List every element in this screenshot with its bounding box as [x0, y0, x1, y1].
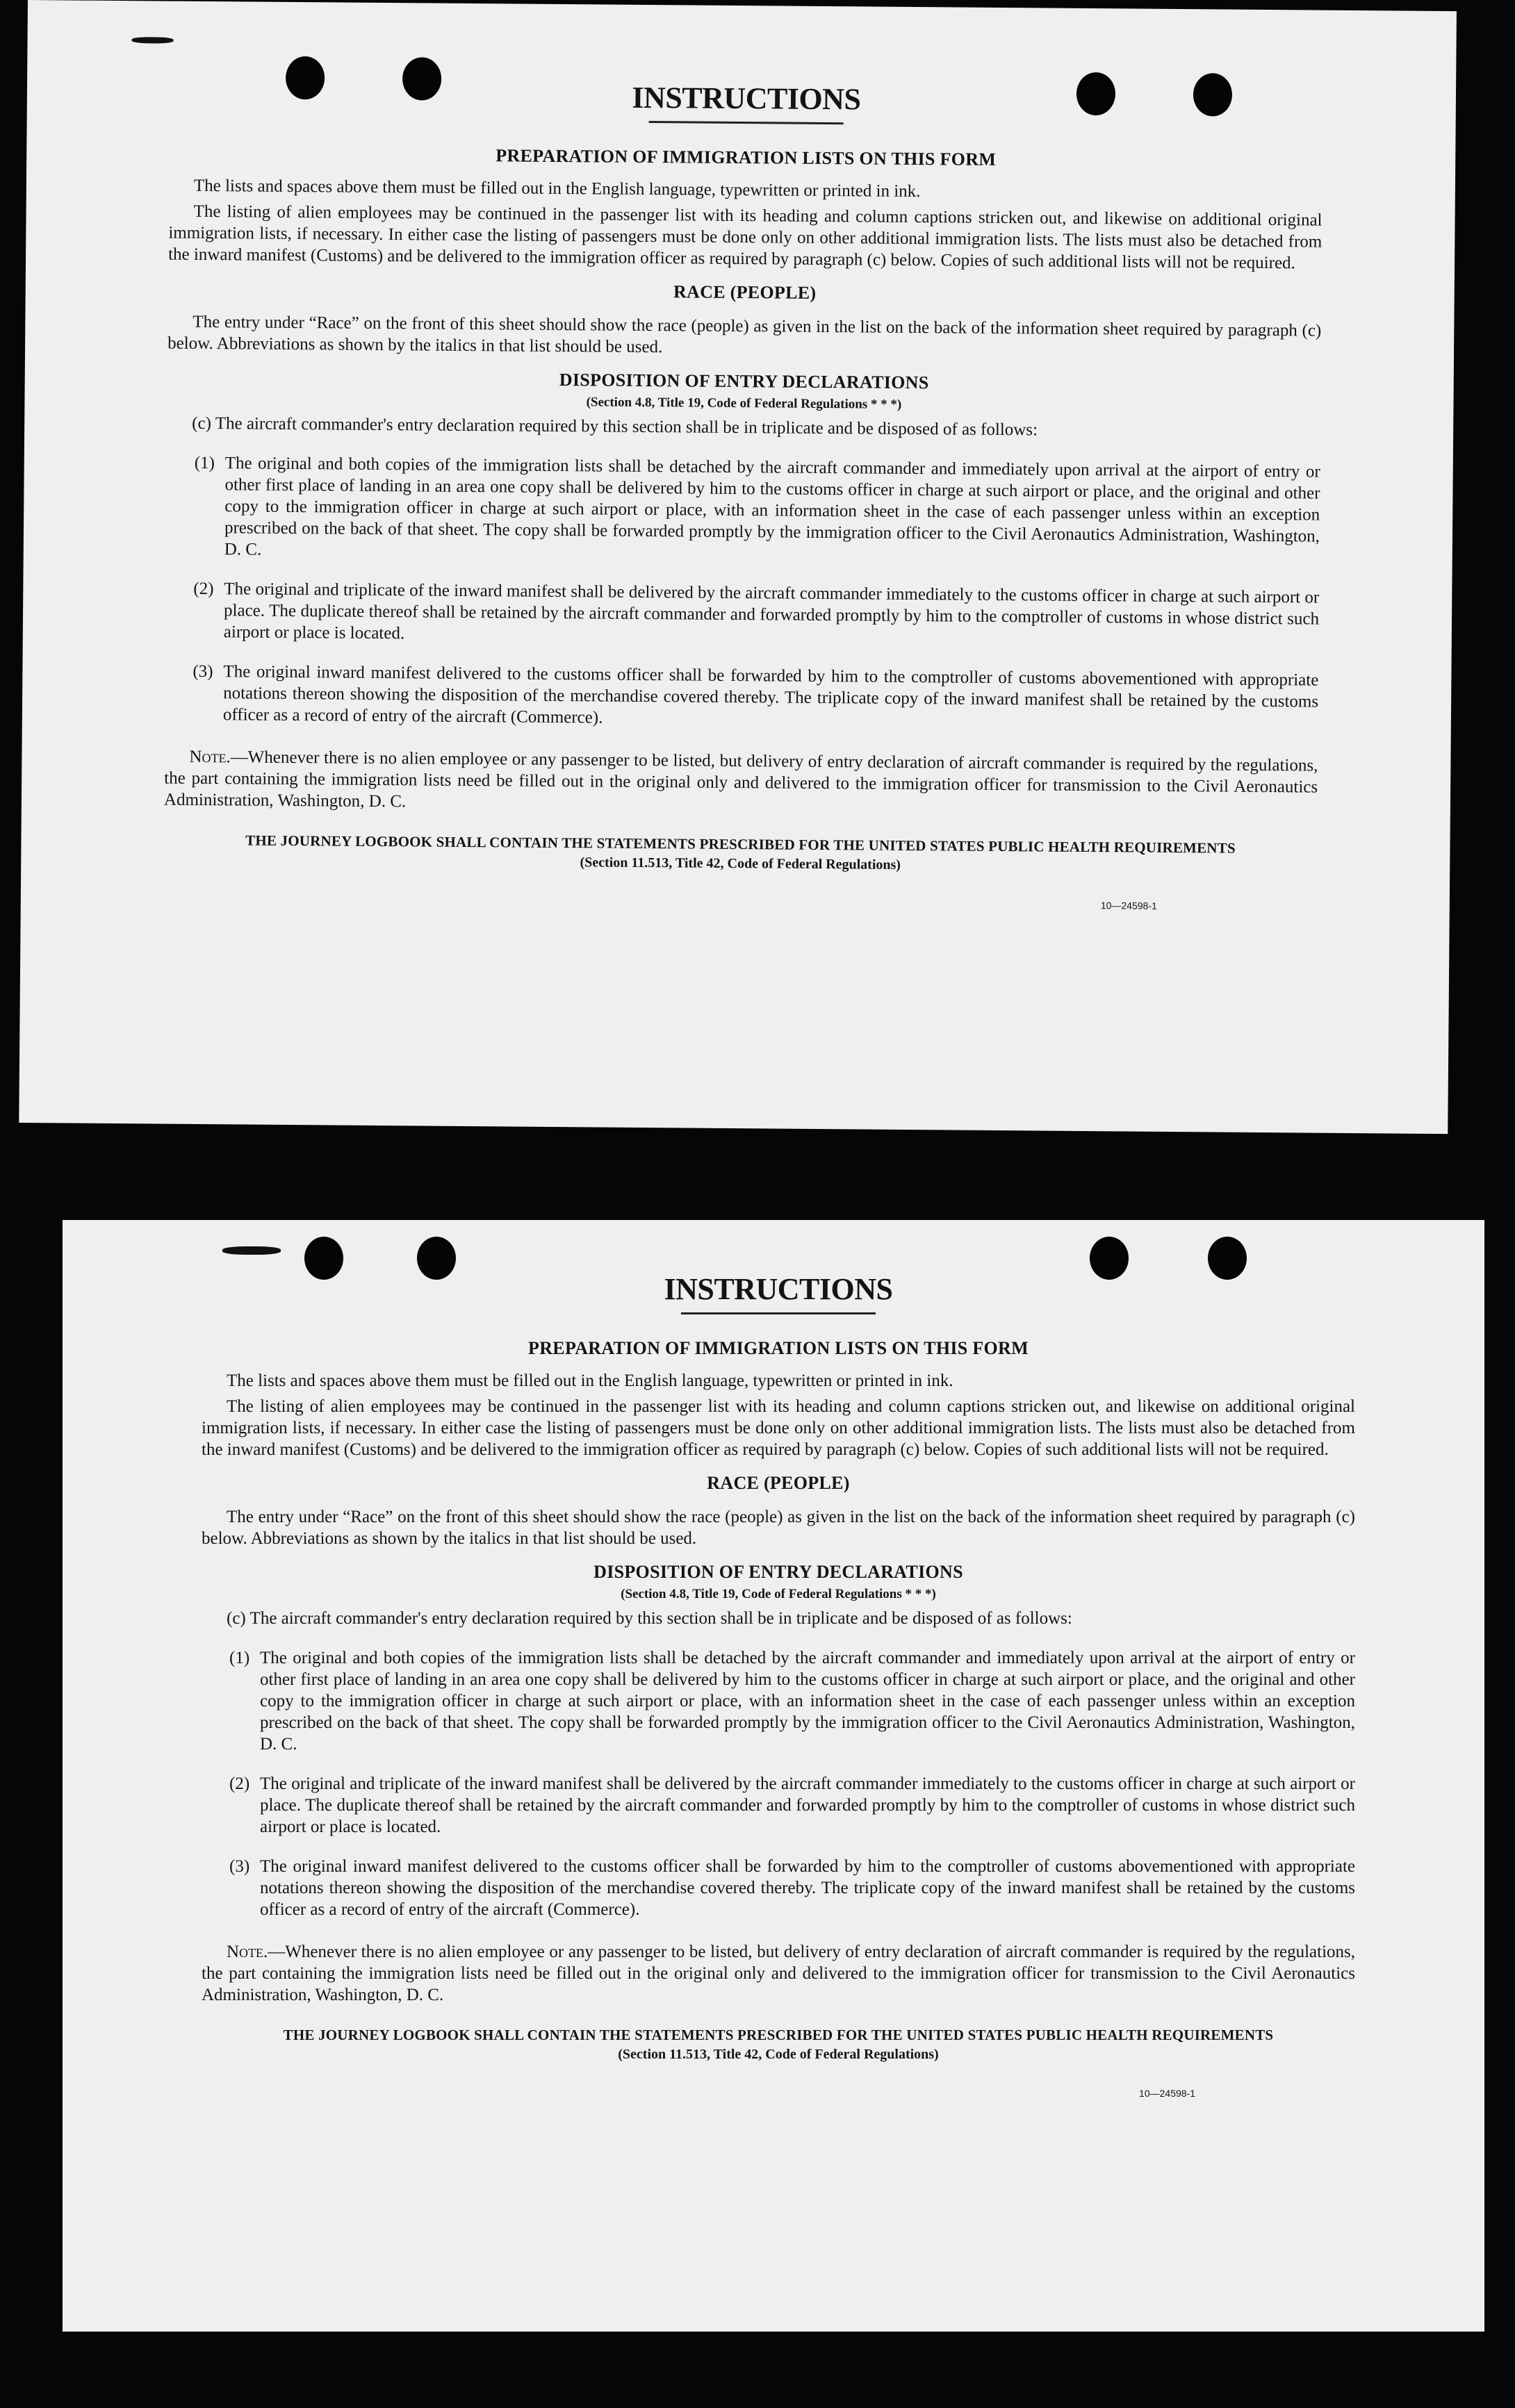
instruction-sheet-top — [19, 0, 1457, 1134]
list-item — [229, 1856, 1355, 1920]
item-text: The original and triplicate of the inward manifest shall be delivered by the aircraft commander immediately to the customs officer in charge at such airport or place. The duplicate thereof shall be retained by the aircraft commander and forwarded promptly by him to the comptroller of customs in whose district such airport or place is located. — [260, 1774, 1355, 1836]
list-item — [229, 1647, 1355, 1755]
ink-smudge — [132, 37, 174, 43]
item-text: The original inward manifest delivered to the customs officer shall be forwarded by him to the comptroller of customs abovementioned with appropriate notations thereon showing the disposition of the merchandise covered thereby. The triplicate copy of the inward manifest shall be retained by the customs officer as a record of entry of the aircraft (Commerce). — [222, 662, 1319, 727]
note-paragraph — [164, 746, 1318, 820]
paragraph-race: The entry under “Race” on the front of this sheet should show the race (people) as given in the list on the back of the information sheet required by paragraph (c) below. Abbreviations as shown by the italics in that list should be used. — [167, 312, 1322, 357]
item-number: (2) — [229, 1774, 250, 1793]
list-item — [193, 661, 1319, 734]
item-number: (1) — [194, 453, 215, 473]
note-label: Note. — [227, 1943, 268, 1961]
paragraph-c: (c) The aircraft commander's entry declaration required by this section shall be in triplicate and be disposed of as follows: — [227, 1609, 1072, 1628]
logbook-citation: (Section 11.513, Title 42, Code of Federal Regulations) — [618, 2047, 939, 2062]
item-text: The original inward manifest delivered to the customs officer shall be forwarded by him to the comptroller of customs abovementioned with appropriate notations thereon showing the disposition of the merchandise covered thereby. The triplicate copy of the inward manifest shall be retained by the customs officer as a record of entry of the aircraft (Commerce). — [260, 1857, 1355, 1919]
item-text: The original and both copies of the immigration lists shall be detached by the aircraft commander and immediately upon arrival at the airport of entry or other first place of landing in an area one copy shall be delivered by him to the customs officer in charge at such airport or place, and the original and other copy to the immigration officer in charge at such airport or place, with an information sheet in the case of each passenger unless within an exception prescribed on the back of that sheet. The copy shall be forwarded promptly by the immigration officer to the Civil Aeronautics Administration, Washington, D. C. — [224, 454, 1320, 559]
form-number: 10—24598-1 — [1100, 900, 1157, 912]
ink-smudge — [222, 1246, 281, 1255]
note-label: Note. — [189, 747, 231, 767]
note-text: —Whenever there is no alien employee or any passenger to be listed, but delivery of entry declaration of aircraft commander is required by the regulations, the part containing the immigration lists need be filled out in the original only and delivered to the immigration officer for transmission to the Civil Aeronautics Administration, Washington, D. C. — [163, 748, 1318, 811]
instruction-sheet-bottom — [63, 1220, 1484, 2332]
section-heading-preparation: PREPARATION OF IMMIGRATION LISTS ON THIS FORM — [528, 1338, 1029, 1358]
paragraph-language: The lists and spaces above them must be filled out in the English language, typewritten or printed in ink. — [227, 1371, 953, 1390]
section-heading-disposition: DISPOSITION OF ENTRY DECLARATIONS — [559, 370, 929, 393]
section-citation: (Section 4.8, Title 19, Code of Federal Regulations * * *) — [586, 395, 902, 412]
paragraph-alien-employees: The listing of alien employees may be continued in the passenger list with its heading and column captions stricken out, and likewise on additional original immigration lists, if necessary. In either case the listing of passengers must be done only on other additional immigration lists. The lists must also be detached from the inward manifest (Customs) and be delivered to the immigration officer as required by paragraph (c) below. Copies of such additional lists will not be required. — [202, 1397, 1355, 1459]
section-citation: (Section 4.8, Title 19, Code of Federal Regulations * * *) — [621, 1587, 936, 1601]
item-text: The original and both copies of the immigration lists shall be detached by the aircraft commander and immediately upon arrival at the airport of entry or other first place of landing in an area one copy shall be delivered by him to the customs officer in charge at such airport or place, and the original and other copy to the immigration officer in charge at such airport or place, with an information sheet in the case of each passenger unless within an exception prescribed on the back of that sheet. The copy shall be forwarded promptly by the immigration officer to the Civil Aeronautics Administration, Washington, D. C. — [260, 1649, 1355, 1754]
list-item — [193, 578, 1320, 652]
item-number: (2) — [193, 579, 214, 599]
paragraph-alien-employees: The listing of alien employees may be continued in the passenger list with its heading and column captions stricken out, and likewise on additional original immigration lists, if necessary. In either case the listing of passengers must be done only on other additional immigration lists. The lists must also be detached from the inward manifest (Customs) and be delivered to the immigration officer as required by paragraph (c) below. Copies of such additional lists will not be required. — [168, 201, 1322, 273]
item-number: (3) — [193, 661, 213, 682]
logbook-requirement: THE JOURNEY LOGBOOK SHALL CONTAIN THE STATEMENTS PRESCRIBED FOR THE UNITED STATES PUBLIC HEALTH REQUIREMENTS — [245, 832, 1236, 857]
title-underline — [681, 1312, 876, 1314]
sheet-content — [163, 76, 1323, 913]
title-underline — [649, 121, 844, 124]
sheet-content — [202, 1271, 1355, 2099]
note-paragraph — [202, 1941, 1355, 2006]
note-text: —Whenever there is no alien employee or any passenger to be listed, but delivery of entry declaration of aircraft commander is required by the regulations, the part containing the immigration lists need be filled out in the original only and delivered to the immigration officer for transmission to the Civil Aeronautics Administration, Washington, D. C. — [202, 1943, 1355, 2004]
item-number: (3) — [229, 1857, 250, 1876]
page-title: INSTRUCTIONS — [664, 1272, 893, 1306]
list-item — [194, 452, 1320, 569]
form-number: 10—24598-1 — [1139, 2088, 1195, 2099]
logbook-requirement: THE JOURNEY LOGBOOK SHALL CONTAIN THE STATEMENTS PRESCRIBED FOR THE UNITED STATES PUBLIC HEALTH REQUIREMENTS — [283, 2027, 1274, 2043]
section-heading-preparation: PREPARATION OF IMMIGRATION LISTS ON THIS FORM — [496, 145, 997, 170]
item-text: The original and triplicate of the inward manifest shall be delivered by the aircraft commander immediately to the customs officer in charge at such airport or place. The duplicate thereof shall be retained by the aircraft commander and forwarded promptly by him to the comptroller of customs in whose district such airport or place is located. — [223, 579, 1320, 643]
item-number: (1) — [229, 1649, 250, 1667]
section-heading-race: RACE (PEOPLE) — [673, 281, 817, 303]
paragraph-language: The lists and spaces above them must be filled out in the English language, typewritten or printed in ink. — [193, 176, 921, 201]
section-heading-race: RACE (PEOPLE) — [707, 1473, 850, 1493]
list-item — [229, 1773, 1355, 1838]
paragraph-race: The entry under “Race” on the front of this sheet should show the race (people) as given in the list on the back of the information sheet required by paragraph (c) below. Abbreviations as shown by the italics in that list should be used. — [202, 1508, 1355, 1548]
section-heading-disposition: DISPOSITION OF ENTRY DECLARATIONS — [593, 1562, 963, 1582]
paragraph-c: (c) The aircraft commander's entry declaration required by this section shall be in triplicate and be disposed of as follows: — [192, 413, 1038, 440]
page-title: INSTRUCTIONS — [632, 80, 861, 117]
logbook-citation: (Section 11.513, Title 42, Code of Federal Regulations) — [580, 855, 901, 873]
